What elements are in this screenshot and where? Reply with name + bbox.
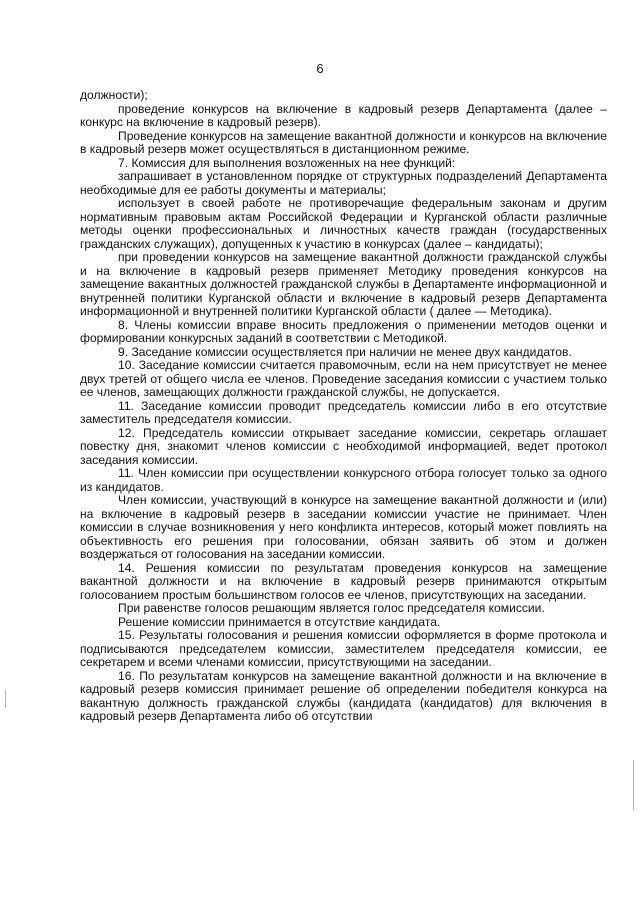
scan-artifact — [633, 760, 634, 810]
paragraph: При равенстве голосов решающим является голос председателя комиссии. — [118, 601, 545, 615]
paragraph: при проведении конкурсов на замещение вакантной должности гражданской службы и на включение в кадровый резерв применяет Методику проведения конкурсов на замещение вакантных должностей гражданской службы в Департаменте информационной и внутренней политики Курганской области и включение в кадровый резерв Департамента информационной и внутренней политики Курганской области ( далее — Методика). — [80, 250, 607, 318]
paragraph: использует в своей работе не противоречащие федеральным законам и другим нормативным правовым актам Российской Федерации и Курганской области различные методы оценки профессиональных и личностных качеств граждан (государственных гражданских служащих), допущенных к участию в конкурсах (далее – кандидаты); — [80, 196, 607, 251]
paragraph: 10. Заседание комиссии считается правомочным, если на нем присутствует не менее двух третей от общего числа ее членов. Проведение заседания комиссии с участием только ее членов, замещающих должности гражданской службы, не допускается. — [80, 358, 607, 399]
paragraph: 11. Член комиссии при осуществлении конкурсного отбора голосует только за одного из кандидатов. — [80, 466, 607, 494]
paragraph: 9. Заседание комиссии осуществляется при наличии не менее двух кандидатов. — [118, 344, 572, 359]
scan-artifact — [5, 690, 6, 708]
document-body — [80, 89, 607, 724]
paragraph: проведение конкурсов на включение в кадровый резерв Департамента (далее – конкурс на включение в кадровый резерв). — [80, 101, 607, 129]
paragraph: 14. Решения комиссии по результатам проведения конкурсов на замещение вакантной должности и на включение в кадровый резерв принимаются открытым голосованием простым большинством голосов ее членов, присутствующих на заседании. — [80, 560, 607, 602]
paragraph: 7. Комиссия для выполнения возложенных на нее функций: — [118, 155, 456, 170]
paragraph: Проведение конкурсов на замещение вакантной должности и конкурсов на включение в кадровый резерв может осуществляться в дистанционном режиме. — [80, 128, 607, 156]
paragraph: 12. Председатель комиссии открывает заседание комиссии, секретарь оглашает повестку дня, знакомит членов комиссии с необходимой информацией, ведет протокол заседания комиссии. — [80, 425, 607, 467]
paragraph: 8. Члены комиссии вправе вносить предложения о применении методов оценки и формировании конкурсных заданий в соответствии с Методикой. — [80, 317, 607, 345]
page-number: 6 — [316, 61, 324, 76]
paragraph: Член комиссии, участвующий в конкурсе на замещение вакантной должности и (или) на включение в кадровый резерв в заседании комиссии участие не принимает. Член комиссии в случае возникновения у него конфликта интересов, который может повлиять на объективность его решения при голосовании, обязан заявить об этом и должен воздержаться от голосования на заседании комиссии. — [80, 493, 607, 561]
paragraph: 16. По результатам конкурсов на замещение вакантной должности и на включение в кадровый резерв комиссия принимает решение об определении победителя конкурса на вакантную должность гражданской службы (кандидата (кандидатов) для включения в кадровый резерв Департамента либо об отсутствии — [80, 668, 607, 723]
paragraph: должности); — [80, 88, 148, 102]
paragraph: запрашивает в установленном порядке от структурных подразделений Департамента необходимые для ее работы документы и материалы; — [80, 169, 607, 197]
paragraph: Решение комиссии принимается в отсутствие кандидата. — [118, 614, 441, 629]
paragraph: 15. Результаты голосования и решения комиссии оформляется в форме протокола и подписываются председателем комиссии, заместителем председателя комиссии, ее секретарем и всеми членами комиссии, присутствующими на заседании. — [80, 628, 607, 669]
paragraph: 11. Заседание комиссии проводит председатель комиссии либо в его отсутствие заместитель председателя комиссии. — [80, 398, 607, 426]
